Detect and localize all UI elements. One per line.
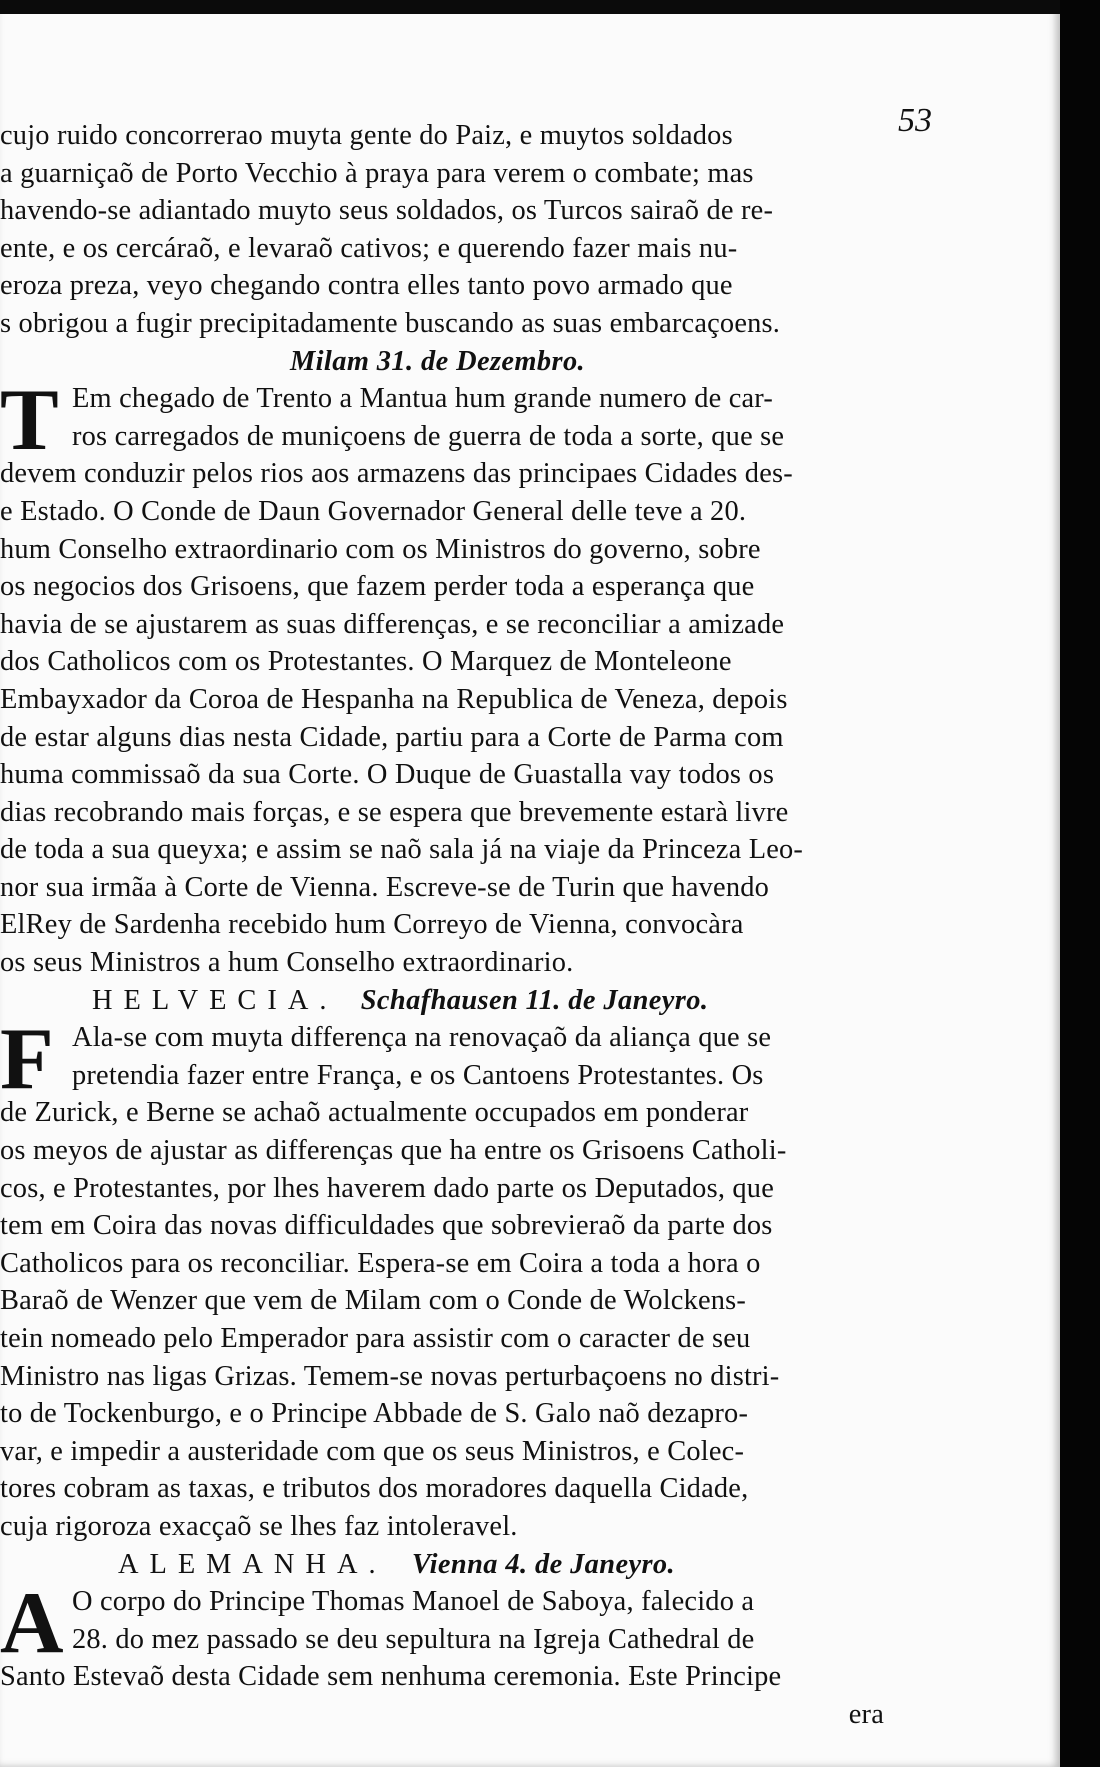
- text-line: os meyos de ajustar as differenças que ha entre os Grisoens Catholi-: [0, 1135, 787, 1167]
- text-line: os seus Ministros a hum Conselho extraordinario.: [0, 947, 574, 979]
- text-line: Santo Estevaõ desta Cidade sem nenhuma ceremonia. Este Principe: [0, 1661, 782, 1693]
- text-line: var, e impedir a austeridade com que os seus Ministros, e Colec-: [0, 1435, 745, 1467]
- text-line: de toda a sua queyxa; e assim se naõ sala já na viaje da Princeza Leo-: [0, 834, 804, 866]
- dateline-text: Vienna 4. de Janeyro.: [411, 1548, 675, 1580]
- text-line: Catholicos para os reconciliar. Espera-se em Coira a toda a hora o: [0, 1247, 761, 1279]
- text-line: de Zurick, e Berne se achaõ actualmente occupados em ponderar: [0, 1097, 749, 1129]
- page-number: 53: [898, 102, 932, 139]
- paragraph-alemanha-opening: [0, 1575, 908, 1673]
- text-line: s obrigou a fugir precipitadamente buscando as suas embarcaçoens.: [0, 307, 781, 339]
- dateline-text: Schafhausen 11. de Janeyro.: [360, 984, 709, 1016]
- section-heading-alemanha: [0, 1546, 908, 1584]
- text-line: O corpo do Principe Thomas Manoel de Saboya, falecido a: [72, 1586, 755, 1618]
- top-scan-edge: [0, 0, 1060, 14]
- text-line: Em chegado de Trento a Mantua hum grande numero de car-: [72, 383, 774, 415]
- text-line: cos, e Protestantes, por lhes haverem dado parte os Deputados, que: [0, 1172, 775, 1204]
- drop-cap-letter: T: [0, 372, 59, 470]
- text-line: dias recobrando mais forças, e se espera que brevemente estarà livre: [0, 796, 789, 828]
- drop-cap-letter: F: [0, 1011, 54, 1109]
- text-line: huma commissaõ da sua Corte. O Duque de Guastalla vay todos os: [0, 759, 775, 791]
- drop-cap-letter: A: [0, 1575, 64, 1673]
- text-line: havia de se ajustarem as suas differenças, e se reconciliar a amizade: [0, 608, 785, 640]
- text-line: os negocios dos Grisoens, que fazem perder toda a esperança que: [0, 571, 755, 603]
- text-line: eroza preza, veyo chegando contra elles tanto povo armado que: [0, 270, 733, 302]
- text-line: tein nomeado pelo Emperador para assistir com o caracter de seu: [0, 1323, 751, 1354]
- dateline-milam: [0, 343, 908, 381]
- text-line: to de Tockenburgo, e o Principe Abbade de S. Galo naõ dezapro-: [0, 1398, 749, 1430]
- text-line: cuja rigoroza exacçaõ se lhes faz intoleravel.: [0, 1510, 518, 1542]
- text-line: a guarniçaõ de Porto Vecchio à praya para verem o combate; mas: [0, 157, 754, 189]
- paragraph-milam-opening: [0, 372, 908, 470]
- dateline-text: Milam 31. de Dezembro.: [290, 345, 586, 377]
- heading-text: HELVECIA.: [92, 984, 338, 1016]
- text-line: hum Conselho extraordinario com os Ministros do governo, sobre: [0, 533, 761, 565]
- right-scanner-frame: [1058, 0, 1100, 1767]
- text-line: pretendia fazer entre França, e os Cantoens Protestantes. Os: [72, 1059, 764, 1091]
- text-line: tores cobram as taxas, e tributos dos moradores daquella Cidade,: [0, 1473, 749, 1505]
- text-line: ElRey de Sardenha recebido hum Correyo de Vienna, convocàra: [0, 909, 744, 941]
- text-line: ros carregados de muniçoens de guerra de toda a sorte, que se: [72, 420, 785, 452]
- text-line: nor sua irmãa à Corte de Vienna. Escreve-se de Turin que havendo: [0, 871, 770, 903]
- text-line: Ministro nas ligas Grizas. Temem-se novas perturbaçoens no distri-: [0, 1360, 780, 1392]
- article-text-block: [0, 117, 908, 1734]
- text-line: tem em Coira das novas difficuldades que sobrevieraõ da parte dos: [0, 1210, 773, 1242]
- section-heading-helvecia: [0, 982, 908, 1020]
- text-line: havendo-se adiantado muyto seus soldados, os Turcos sairaõ de re-: [0, 195, 774, 227]
- text-line: dos Catholicos com os Protestantes. O Marquez de Monteleone: [0, 646, 732, 678]
- paragraph-helvecia-opening: [0, 1011, 908, 1109]
- text-line: e Estado. O Conde de Daun Governador General delle teve a 20.: [0, 495, 747, 527]
- text-line: Embayxador da Coroa de Hespanha na Republica de Veneza, depois: [0, 683, 788, 715]
- catchword: era: [848, 1698, 884, 1730]
- text-line: cujo ruido concorrerao muyta gente do Paiz, e muytos soldados: [0, 120, 733, 151]
- text-line: Baraõ de Wenzer que vem de Milam com o Conde de Wolckens-: [0, 1285, 747, 1317]
- text-line: Ala-se com muyta differença na renovaçaõ da aliança que se: [72, 1022, 772, 1054]
- text-line: devem conduzir pelos rios aos armazens das principaes Cidades des-: [0, 458, 793, 490]
- text-line: de estar alguns dias nesta Cidade, partiu para a Corte de Parma com: [0, 721, 784, 753]
- text-line: 28. do mez passado se deu sepultura na Igreja Cathedral de: [72, 1623, 755, 1655]
- text-line: ente, e os cercáraõ, e levaraõ cativos; e querendo fazer mais nu-: [0, 232, 738, 264]
- heading-text: ALEMANHA.: [118, 1548, 387, 1580]
